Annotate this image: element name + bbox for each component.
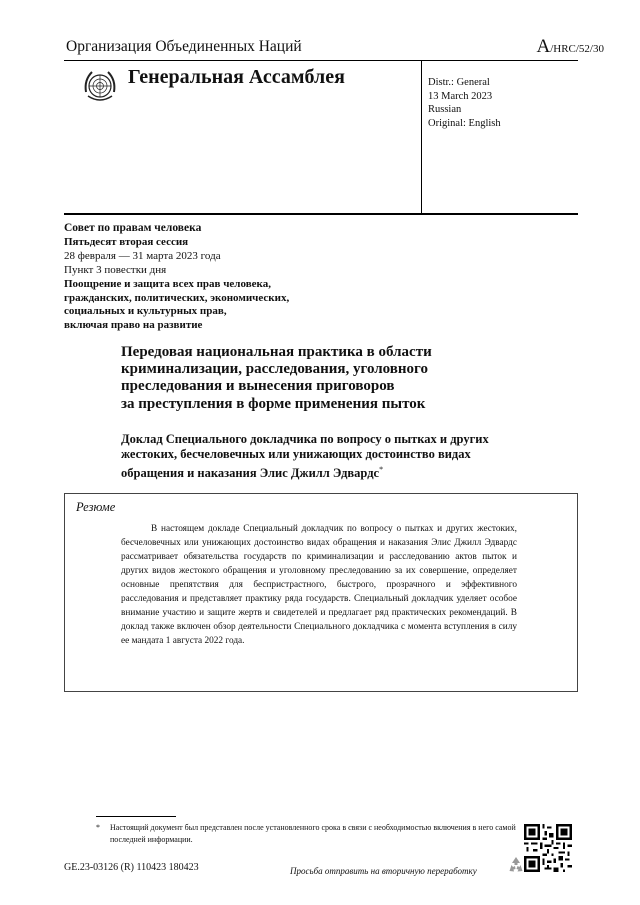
header-bottom-rule [64, 213, 578, 215]
un-emblem-icon [80, 66, 120, 106]
agenda-line: социальных и культурных прав, [64, 305, 227, 318]
footnote-separator [96, 816, 176, 817]
subtitle-line: жестоких, бесчеловечных или унижающих достоинство видах [121, 447, 471, 462]
session-dates: 28 февраля — 31 марта 2023 года [64, 249, 221, 262]
session-line: Пятьдесят вторая сессия [64, 235, 189, 248]
distribution-info [428, 76, 501, 130]
header-vertical-rule [421, 61, 422, 213]
recycle-notice: Просьба отправить на вторичную переработку [290, 866, 477, 876]
title-line: криминализации, расследования, уголовного [121, 361, 428, 378]
report-subtitle [121, 432, 541, 482]
agenda-line: включая право на развитие [64, 319, 203, 332]
summary-heading: Резюме [76, 500, 116, 514]
footnote-reference-mark: * [379, 465, 384, 475]
subtitle-line: обращения и наказания Элис Джилл Эдвардс [121, 466, 380, 481]
title-line: за преступления в форме применения пыток [121, 395, 426, 412]
assembly-title: Генеральная Ассамблея [128, 66, 345, 88]
title-line: Передовая национальная практика в области [121, 344, 432, 360]
summary-text: В настоящем докладе Специальный докладчик по вопросу о пытках и других жестоких, бесчеловечных или унижающих достоинство видах обращения и наказания Элис Джилл Эдвардс рассматривает обязательства государств по криминализации и расследованию актов пыток и других видов жестокого обращения и уголовному преследованию за их совершение, определяет основные препятствия для беспристрастного, быстрого, прозрачного и эффективного расследования и представляет практику ряда государств. Специальный докладчик уделяет особое внимание участию и защите жертв и свидетелей и предлагает ряд практических рекомендаций. В доклад также включен обзор деятельности Специального докладчика с момента вступления в силу ее мандата 1 августа 2022 года. [121, 524, 517, 646]
document-symbol [536, 36, 604, 58]
date-line: 13 March 2023 [428, 90, 493, 102]
agenda-line: Поощрение и защита всех прав человека, [64, 277, 271, 290]
council-name: Совет по правам человека [64, 222, 202, 234]
distr-line: Distr.: General [428, 77, 490, 88]
recycle-icon [508, 856, 524, 874]
footnote [96, 822, 520, 845]
footnote-mark: * [96, 823, 100, 832]
language-line: Russian [428, 104, 462, 116]
header-top-rule [64, 60, 578, 61]
agenda-item: Пункт 3 повестки дня [64, 263, 167, 276]
agenda-line: гражданских, политических, экономических, [64, 291, 290, 304]
title-line: преследования и вынесения приговоров [121, 378, 395, 395]
qr-code-icon [524, 824, 572, 872]
organization-name: Организация Объединенных Наций [66, 38, 302, 55]
document-number: GE.23-03126 (R) 110423 180423 [64, 862, 199, 873]
report-title [121, 344, 541, 413]
original-line: Original: English [428, 117, 501, 129]
subtitle-line: Доклад Специального докладчика по вопросу о пытках и других [121, 432, 489, 446]
council-block [64, 222, 289, 333]
document-symbol-rest: /HRC/52/30 [550, 43, 604, 55]
footnote-text: Настоящий документ был представлен после установленного срока в связи с необходимостью включения в него самой последней информации. [110, 823, 516, 844]
document-symbol-prefix: A [536, 36, 551, 57]
